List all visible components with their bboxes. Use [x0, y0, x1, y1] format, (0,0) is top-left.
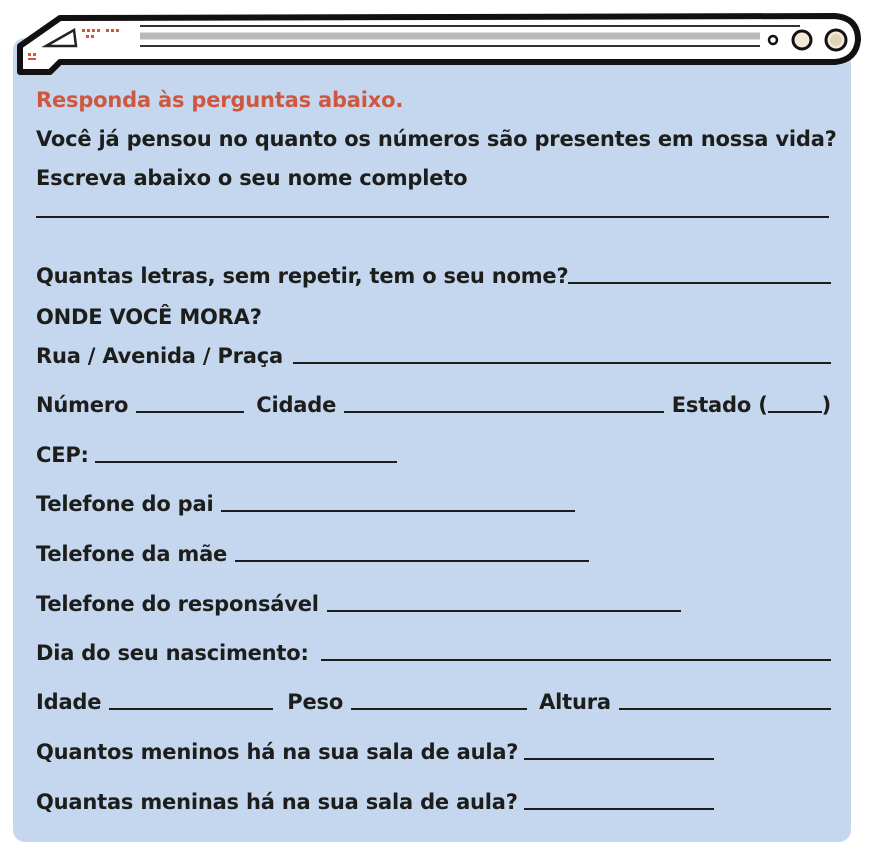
window-title-bar — [0, 0, 871, 80]
girls-count-blank[interactable] — [524, 808, 714, 810]
birthday-blank[interactable] — [321, 659, 831, 661]
father-phone-row: Telefone do pai — [36, 492, 831, 516]
age-blank[interactable] — [109, 708, 273, 710]
cep-blank[interactable] — [95, 461, 397, 463]
weight-blank[interactable] — [351, 708, 527, 710]
full-name-row — [36, 216, 829, 222]
guardian-phone-blank[interactable] — [327, 610, 681, 612]
minimize-icon — [769, 36, 777, 44]
city-blank[interactable] — [344, 411, 664, 413]
street-row: Rua / Avenida / Praça — [36, 344, 831, 368]
girls-row: Quantas meninas há na sua sala de aula? — [36, 790, 831, 814]
number-city-state-row: Número Cidade Estado ( ) — [36, 393, 831, 417]
father-phone-blank[interactable] — [221, 510, 575, 512]
height-blank[interactable] — [619, 708, 831, 710]
intro-text: Você já pensou no quanto os números são presentes em nossa vida? — [36, 127, 837, 151]
mother-phone-row: Telefone da mãe — [36, 542, 831, 566]
instruction-heading: Responda às perguntas abaixo. — [36, 88, 404, 112]
boys-count-blank[interactable] — [524, 758, 714, 760]
address-heading: ONDE VOCÊ MORA? — [36, 305, 262, 329]
maximize-icon — [793, 31, 811, 49]
boys-row: Quantos meninos há na sua sala de aula? — [36, 740, 831, 764]
state-blank[interactable] — [768, 411, 822, 413]
street-blank[interactable] — [293, 362, 831, 364]
guardian-phone-row: Telefone do responsável — [36, 592, 831, 616]
age-weight-height-row: Idade Peso Altura — [36, 690, 831, 714]
name-prompt: Escreva abaixo o seu nome completo — [36, 166, 468, 190]
birthday-row: Dia do seu nascimento: — [36, 641, 831, 665]
number-blank[interactable] — [136, 411, 244, 413]
letters-row: Quantas letras, sem repetir, tem o seu nome? — [36, 264, 831, 288]
letters-count-blank[interactable] — [568, 282, 831, 284]
worksheet-card — [13, 38, 851, 842]
mother-phone-blank[interactable] — [235, 560, 589, 562]
cep-row: CEP: — [36, 443, 831, 467]
full-name-blank[interactable] — [36, 216, 829, 218]
